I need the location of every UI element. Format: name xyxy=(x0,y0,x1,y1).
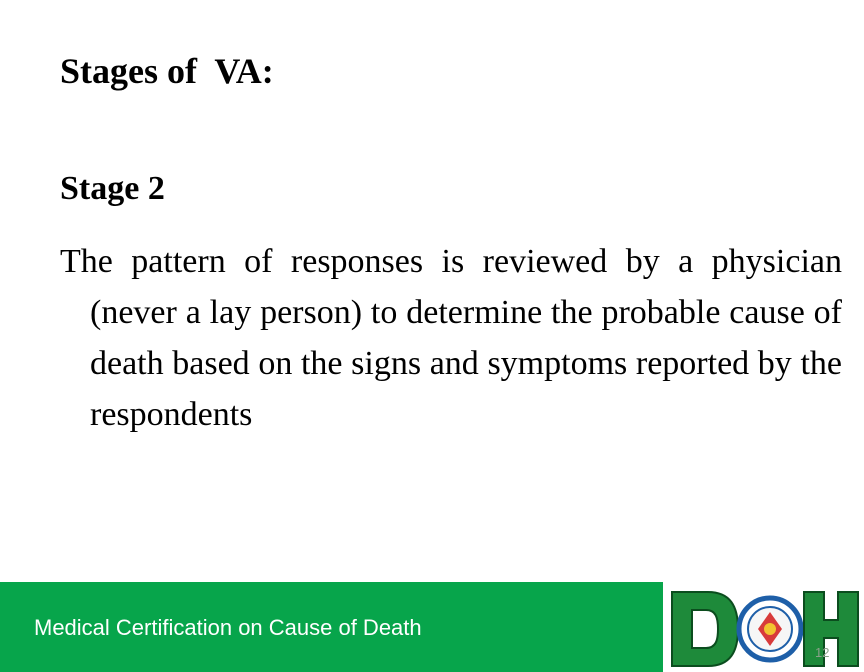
footer-text: Medical Certification on Cause of Death xyxy=(34,615,422,640)
slide-body-text: The pattern of responses is reviewed by a physician (never a lay person) to determine the probable cause of death based on the signs and symptoms reported by the respondents xyxy=(60,243,842,433)
page-number: 12 xyxy=(815,645,830,660)
slide-title: Stages of VA: xyxy=(60,51,274,91)
doh-logo xyxy=(664,586,864,672)
slide-subtitle: Stage 2 xyxy=(60,170,165,207)
